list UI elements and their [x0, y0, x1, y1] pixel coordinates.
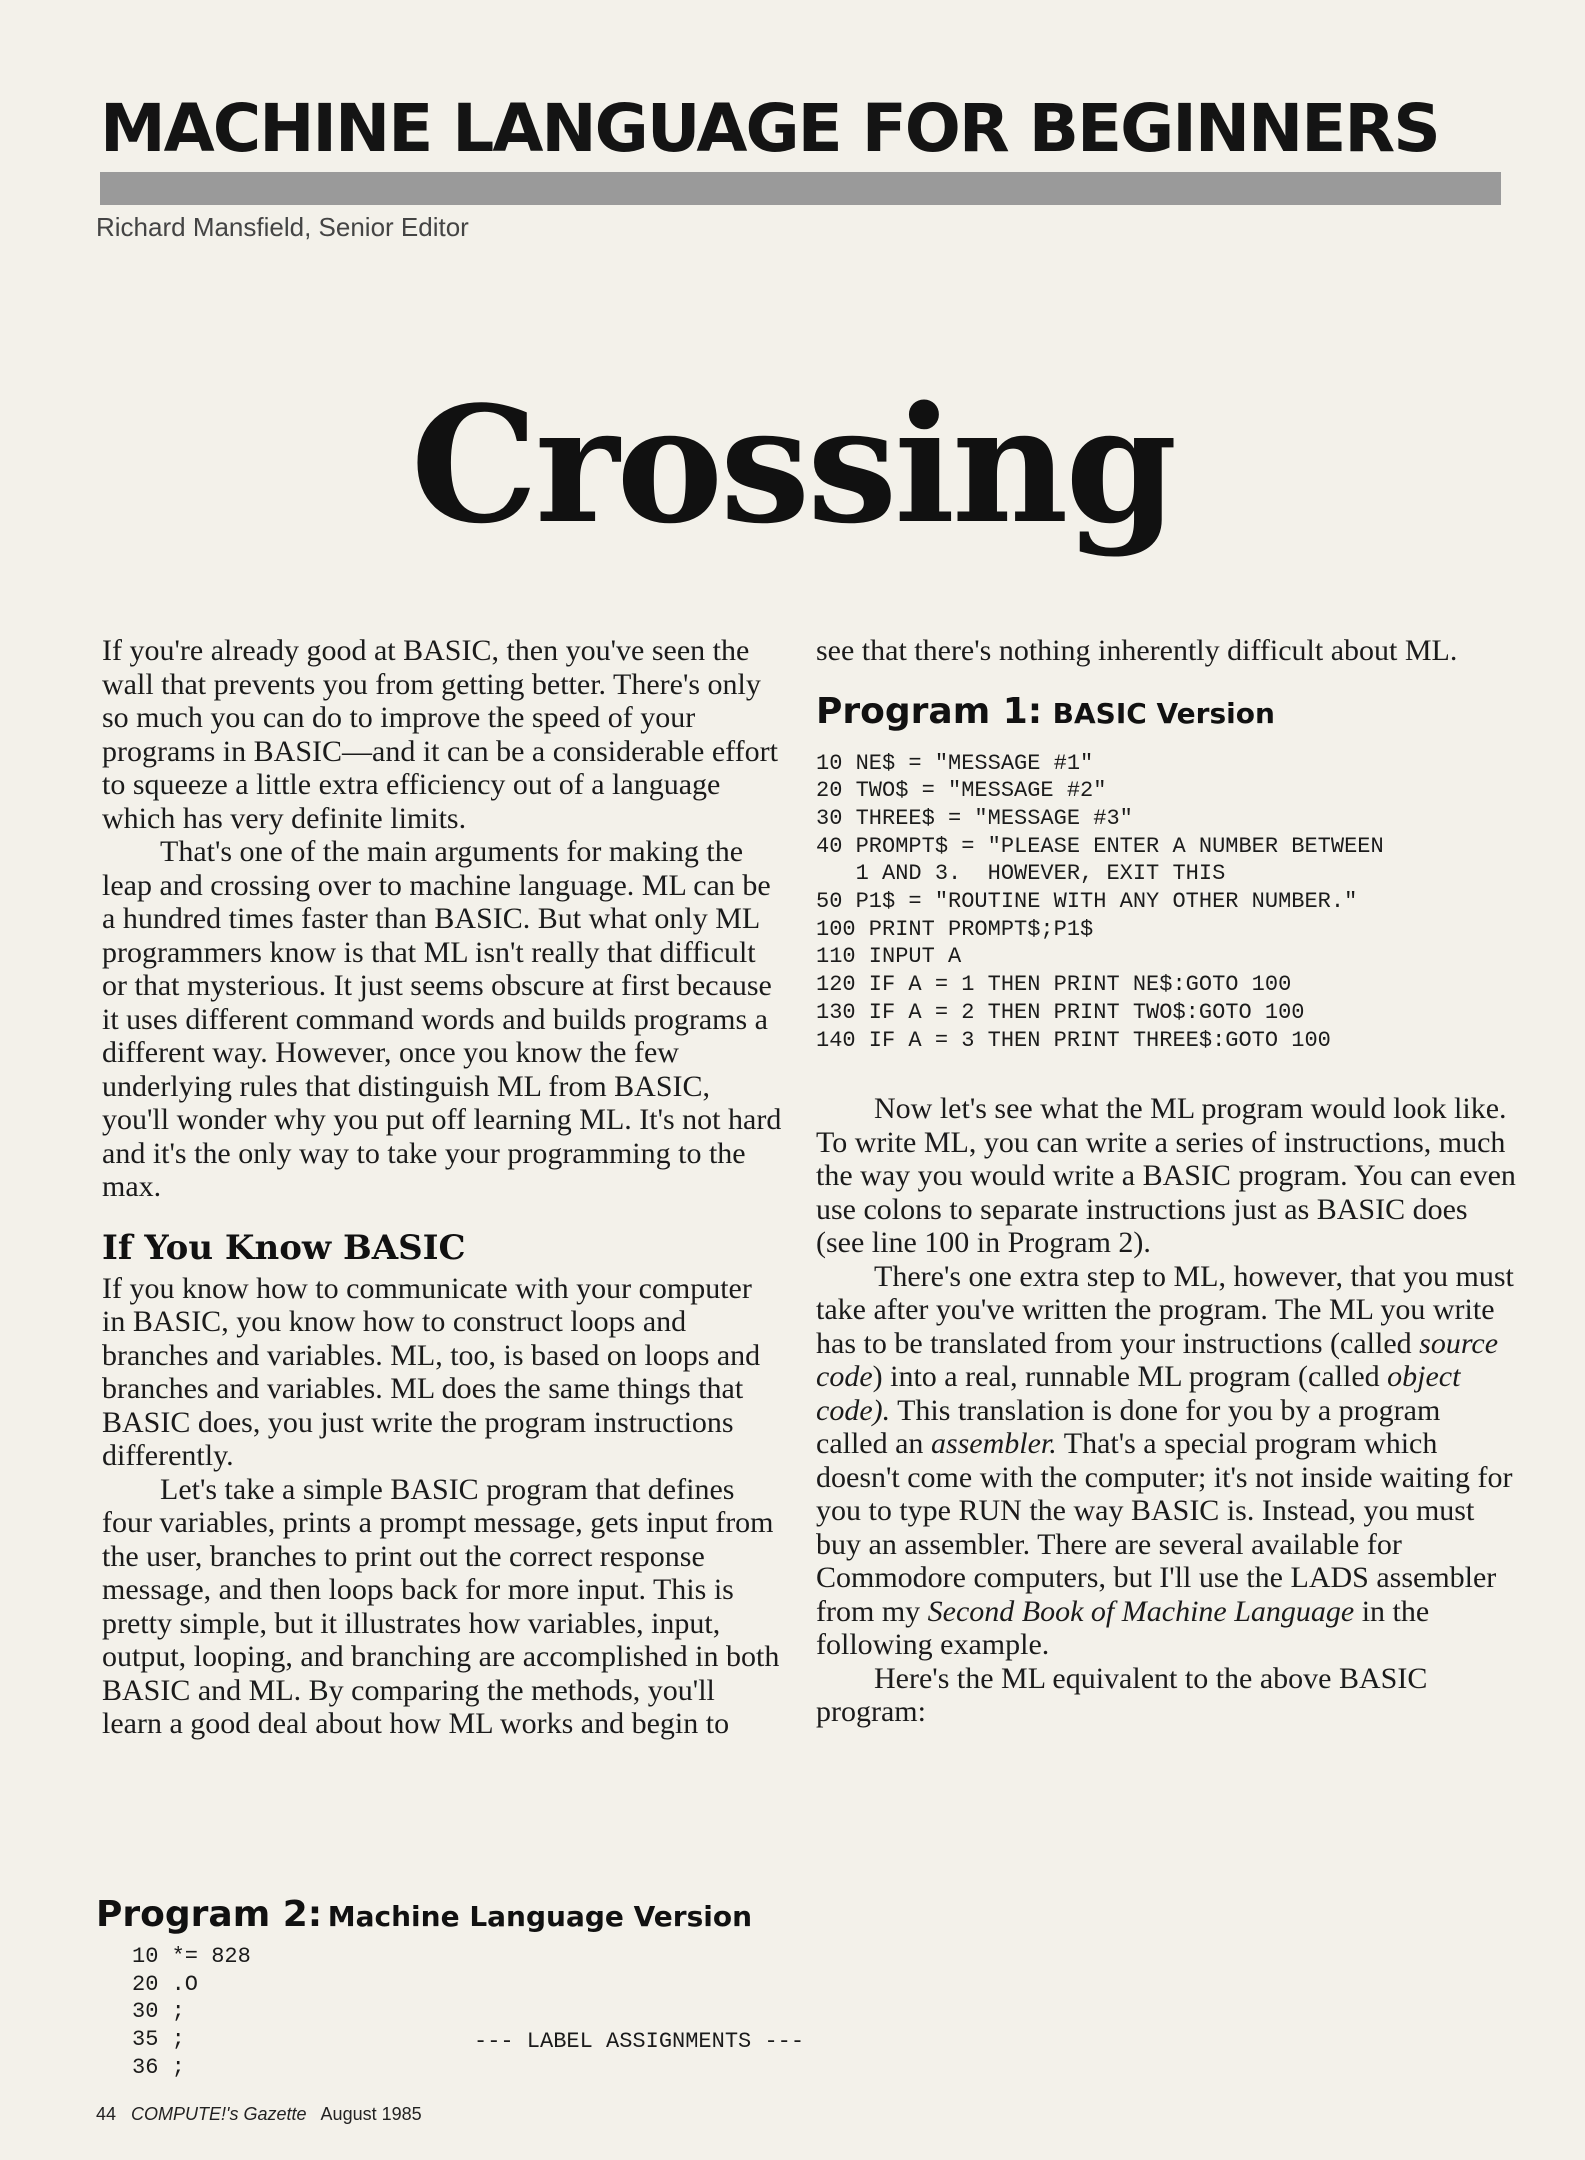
paragraph: Let's take a simple BASIC program that defines four variables, prints a prompt message, gets input from the user, branches to print out the correct response message, and then loops back for more input. This is pretty simple, but it illustrates how variables, input, output, looping, and branching are accomplished in both BASIC and ML. By comparing the methods, you'll learn a good deal about how ML works and begin to — [102, 1472, 780, 1740]
issue-date: August 1985 — [320, 2104, 422, 2124]
paragraph: If you're already good at BASIC, then you've seen the wall that prevents you from getting better. There's only so much you can do to improve the speed of your programs in BASIC—and it can be a considerable effort to squeeze a little extra efficiency out of a language which has very definite limits. — [102, 634, 778, 835]
program2-listing: 10 *= 828 20 .O 30 ; 35 ; 36 ; — [132, 1944, 251, 2080]
section-heading: If You Know BASIC — [102, 1227, 466, 1268]
program1-heading — [816, 690, 1516, 736]
article-title: Crossing — [410, 371, 1175, 559]
program1-subtitle: BASIC Version — [1052, 696, 1275, 730]
masthead-rule — [100, 172, 1501, 205]
right-column — [816, 634, 1516, 1729]
program1-label: Program 1: — [816, 690, 1043, 732]
page-number: 44 — [96, 2104, 117, 2124]
byline: Richard Mansfield, Senior Editor — [96, 212, 469, 242]
paragraph — [816, 1260, 1516, 1662]
program2-subtitle: Machine Language Version — [327, 1900, 753, 1933]
text-run: in the following example. — [816, 1594, 1430, 1662]
program2-heading — [96, 1893, 752, 1943]
left-column — [102, 634, 782, 1741]
paragraph: see that there's nothing inherently difficult about ML. — [816, 634, 1458, 667]
magazine-name: COMPUTE!'s Gazette — [131, 2104, 307, 2124]
term-assembler: assembler. — [930, 1427, 1057, 1461]
program1-listing: 10 NE$ = "MESSAGE #1" 20 TWO$ = "MESSAGE #2" 30 THREE$ = "MESSAGE #3" 40 PROMPT$ = "PLEASE ENTER A NUMBER BETWEEN 1 AND 3. HOWEVER, EXIT THIS 50 P1$ = "ROUTINE WITH ANY OTHER NUMBER." 100 PRINT PROMPT$;P1$ 110 INPUT A 120 IF A = 1 THEN PRINT NE$:GOTO 100 130 IF A = 2 THEN PRINT TWO$:GOTO 100 140 IF A = 3 THEN PRINT THREE$:GOTO 100 — [816, 750, 1384, 1053]
page-footer — [96, 2104, 422, 2125]
paragraph: If you know how to communicate with your computer in BASIC, you know how to construct loops and branches and variables. ML, too, is based on loops and branches and variables. ML does the same things that BASIC does, you just write the program instructions differently. — [102, 1271, 761, 1472]
text-run: This translation is done for you by a program called an — [816, 1393, 1441, 1461]
text-run: There's one extra step to ML, however, that you must take after you've written the program. The ML you write has to be translated from your instructions (called — [816, 1259, 1514, 1360]
text-run: ) into a real, runnable ML program (called — [872, 1360, 1388, 1394]
paragraph: That's one of the main arguments for making the leap and crossing over to machine language. ML can be a hundred times faster than BASIC. But what only ML programmers know is that ML isn't really that difficult or that mysterious. It just seems obscure at first because it uses different command words and builds programs a different way. However, once you know the few underlying rules that distinguish ML from BASIC, you'll wonder why you put off learning ML. It's not hard and it's the only way to take your programming to the max. — [102, 835, 782, 1203]
masthead: MACHINE LANGUAGE FOR BEGINNERS — [100, 90, 1439, 167]
book-title: Second Book of Machine Language — [927, 1594, 1355, 1628]
text-run: That's a special program which doesn't come with the computer; it's not inside waiting for you to type RUN the way BASIC is. Instead, you must buy an assembler. There are several available for Commodore computers, but I'll use the LADS assembler from my — [816, 1427, 1513, 1628]
paragraph: Here's the ML equivalent to the above BASIC program: — [816, 1661, 1428, 1729]
paragraph: Now let's see what the ML program would look like. To write ML, you can write a series of instructions, much the way you would write a BASIC program. You can even use colons to separate instructions just as BASIC does (see line 100 in Program 2). — [816, 1092, 1516, 1260]
program2-label: Program 2: — [96, 1894, 323, 1935]
label-assignments-comment: --- LABEL ASSIGNMENTS --- — [474, 2029, 805, 2054]
term-source-code: source code — [816, 1326, 1499, 1394]
term-object-code: object code). — [816, 1360, 1461, 1427]
